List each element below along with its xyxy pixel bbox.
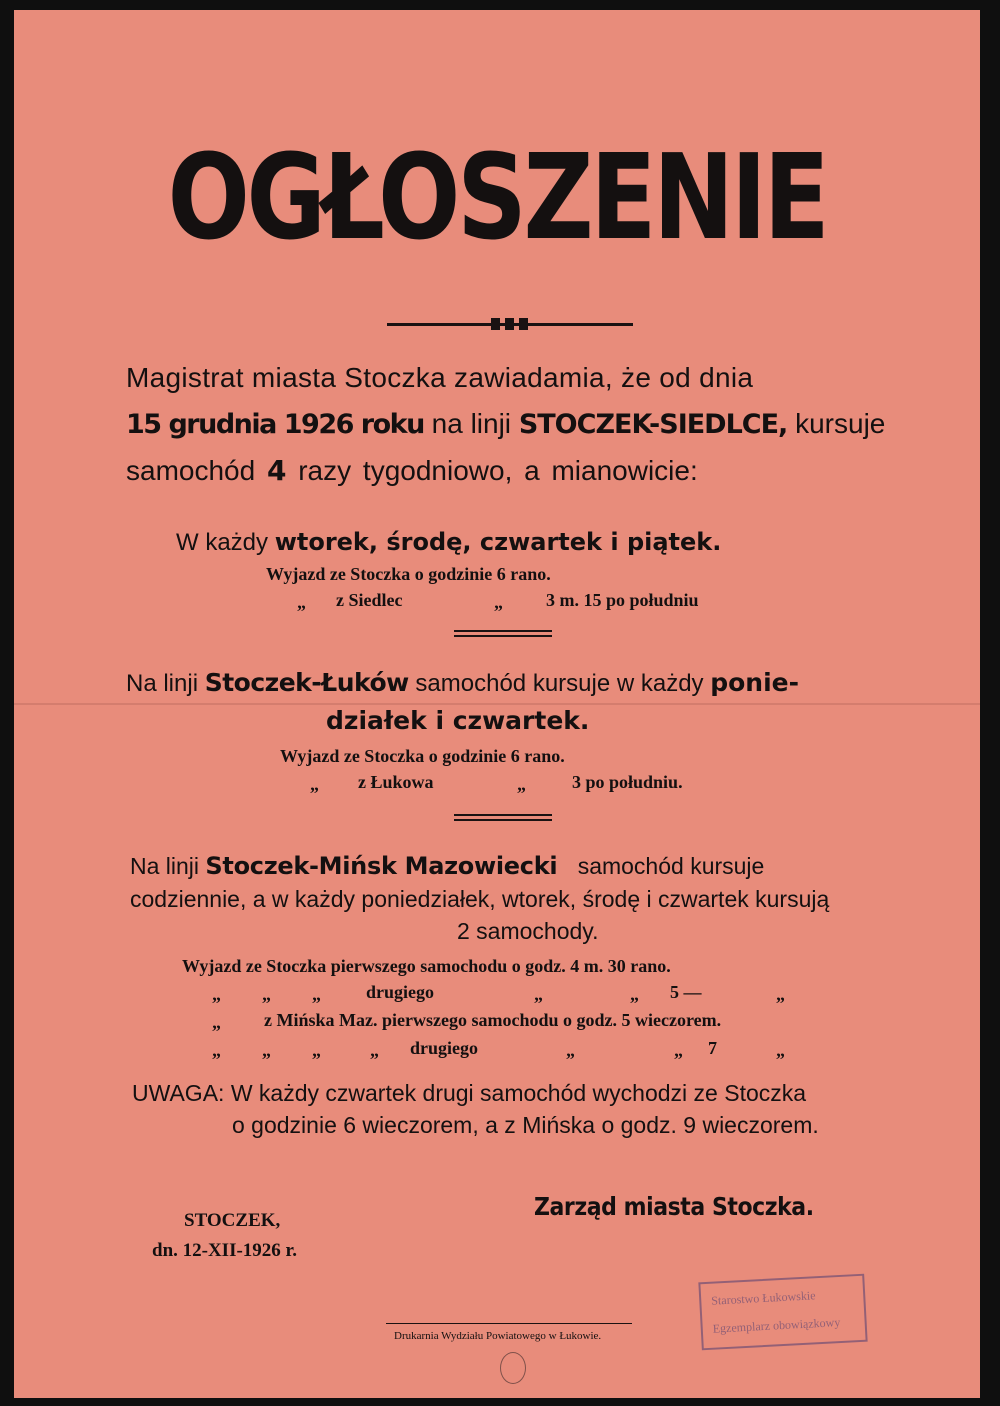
route-siedlce: STOCZEK-SIEDLCE, <box>518 409 788 440</box>
intro-kursuje: kursuje <box>795 408 886 439</box>
stamp-line-2: Egzemplarz obowiązkowy <box>712 1315 841 1336</box>
section2-row-1: Wyjazd ze Stoczka o godzinie 6 rano. <box>280 746 565 766</box>
section1-from: z Siedlec <box>336 590 403 610</box>
signature: Zarząd miasta Stoczka. <box>534 1192 814 1221</box>
section3-row4-ditto-d: „ <box>370 1040 379 1060</box>
section1-heading <box>176 528 721 557</box>
section3-row4-ditto-b: „ <box>262 1040 271 1060</box>
separator-2 <box>454 814 552 821</box>
poster-sheet <box>14 10 980 1398</box>
route-minsk: Stoczek-Mińsk Mazowiecki <box>205 852 558 880</box>
note-line-1: UWAGA: W każdy czwartek drugi samochód wychodzi ze Stoczka <box>132 1080 807 1106</box>
library-stamp <box>698 1274 867 1351</box>
note-line-2: o godzinie 6 wieczorem, a z Mińska o godz. 9 wieczorem. <box>232 1112 819 1138</box>
place: STOCZEK, <box>184 1210 281 1231</box>
section2-ditto-2: „ <box>517 774 526 794</box>
issue-date: dn. 12-XII-1926 r. <box>152 1240 297 1261</box>
section3-line1-rest: samochód kursuje <box>577 853 765 879</box>
section3-row4-word: drugiego <box>410 1038 479 1058</box>
section2-mid: samochód kursuje w każdy <box>415 670 704 697</box>
paper-fold <box>14 703 980 705</box>
section1-ditto-2: „ <box>494 592 503 612</box>
section3-na-linji: Na linji <box>130 853 200 879</box>
section1-days: wtorek, środę, czwartek i piątek. <box>274 528 722 556</box>
section3-row4-ditto-e: „ <box>566 1040 575 1060</box>
intro-na-linji: na linji <box>431 408 512 439</box>
section3-line-1 <box>130 852 764 880</box>
section3-row2-ditto-c: „ <box>312 984 321 1004</box>
route-lukow: Stoczek-Łuków <box>204 668 409 697</box>
trip-count: 4 <box>266 454 287 487</box>
section3-row4-time: 7 <box>708 1038 717 1058</box>
section1-w-kazdy: W każdy <box>176 529 269 556</box>
section3-row2-ditto-a: „ <box>212 984 221 1004</box>
printer-imprint: Drukarnia Wydziału Powiatowego w Łukowie. <box>394 1330 602 1342</box>
section3-row4-ditto-g: „ <box>776 1040 785 1060</box>
intro-line-1: Magistrat miasta Stoczka zawiadamia, że od dnia <box>126 362 754 393</box>
section2-from: z Łukowa <box>358 772 434 792</box>
printer-rule <box>386 1323 632 1324</box>
section3-row4-ditto-c: „ <box>312 1040 321 1060</box>
section3-row2-ditto-b: „ <box>262 984 271 1004</box>
section1-row-1: Wyjazd ze Stoczka o godzinie 6 rano. <box>266 564 551 584</box>
section3-row2-time: 5 — <box>670 982 702 1002</box>
poster-title: OGŁOSZENIE <box>167 128 827 266</box>
section3-row-3: z Mińska Maz. pierwszego samochodu o godz. 5 wieczorem. <box>264 1010 722 1030</box>
intro-line-2 <box>126 408 885 440</box>
section3-line-3: 2 samochody. <box>457 918 599 944</box>
section2-na-linji: Na linji <box>126 670 199 697</box>
section2-ditto-1: „ <box>310 774 319 794</box>
section3-line-2: codziennie, a w każdy poniedziałek, wtorek, środę i czwartek kursują <box>130 886 830 912</box>
section3-row2-ditto-d: „ <box>534 984 543 1004</box>
section1-return-time: 3 m. 15 po południu <box>546 590 699 610</box>
start-date: 15 grudnia 1926 roku <box>126 409 424 440</box>
intro-rest: razy tygodniowo, a mianowicie: <box>298 455 698 486</box>
printer-seal <box>500 1352 526 1384</box>
section3-row3-ditto: „ <box>212 1012 221 1032</box>
section2-days-2: działek i czwartek. <box>326 706 590 735</box>
section2-return-time: 3 po południu. <box>572 772 683 792</box>
section1-ditto-1: „ <box>297 592 306 612</box>
section3-row2-word: drugiego <box>366 982 435 1002</box>
intro-samochod: samochód <box>126 455 256 486</box>
section2-line-1 <box>126 668 799 698</box>
section3-row2-ditto-e: „ <box>630 984 639 1004</box>
section3-row4-ditto-a: „ <box>212 1040 221 1060</box>
stamp-line-1: Starostwo Łukowskie <box>710 1288 816 1308</box>
intro-line-3 <box>126 454 698 487</box>
section2-days-1: ponie- <box>710 668 800 697</box>
section3-row4-ditto-f: „ <box>674 1040 683 1060</box>
separator-1 <box>454 630 552 637</box>
title-ornament <box>387 318 633 330</box>
section3-row2-ditto-f: „ <box>776 984 785 1004</box>
section3-row-1: Wyjazd ze Stoczka pierwszego samochodu o godz. 4 m. 30 rano. <box>182 956 671 976</box>
